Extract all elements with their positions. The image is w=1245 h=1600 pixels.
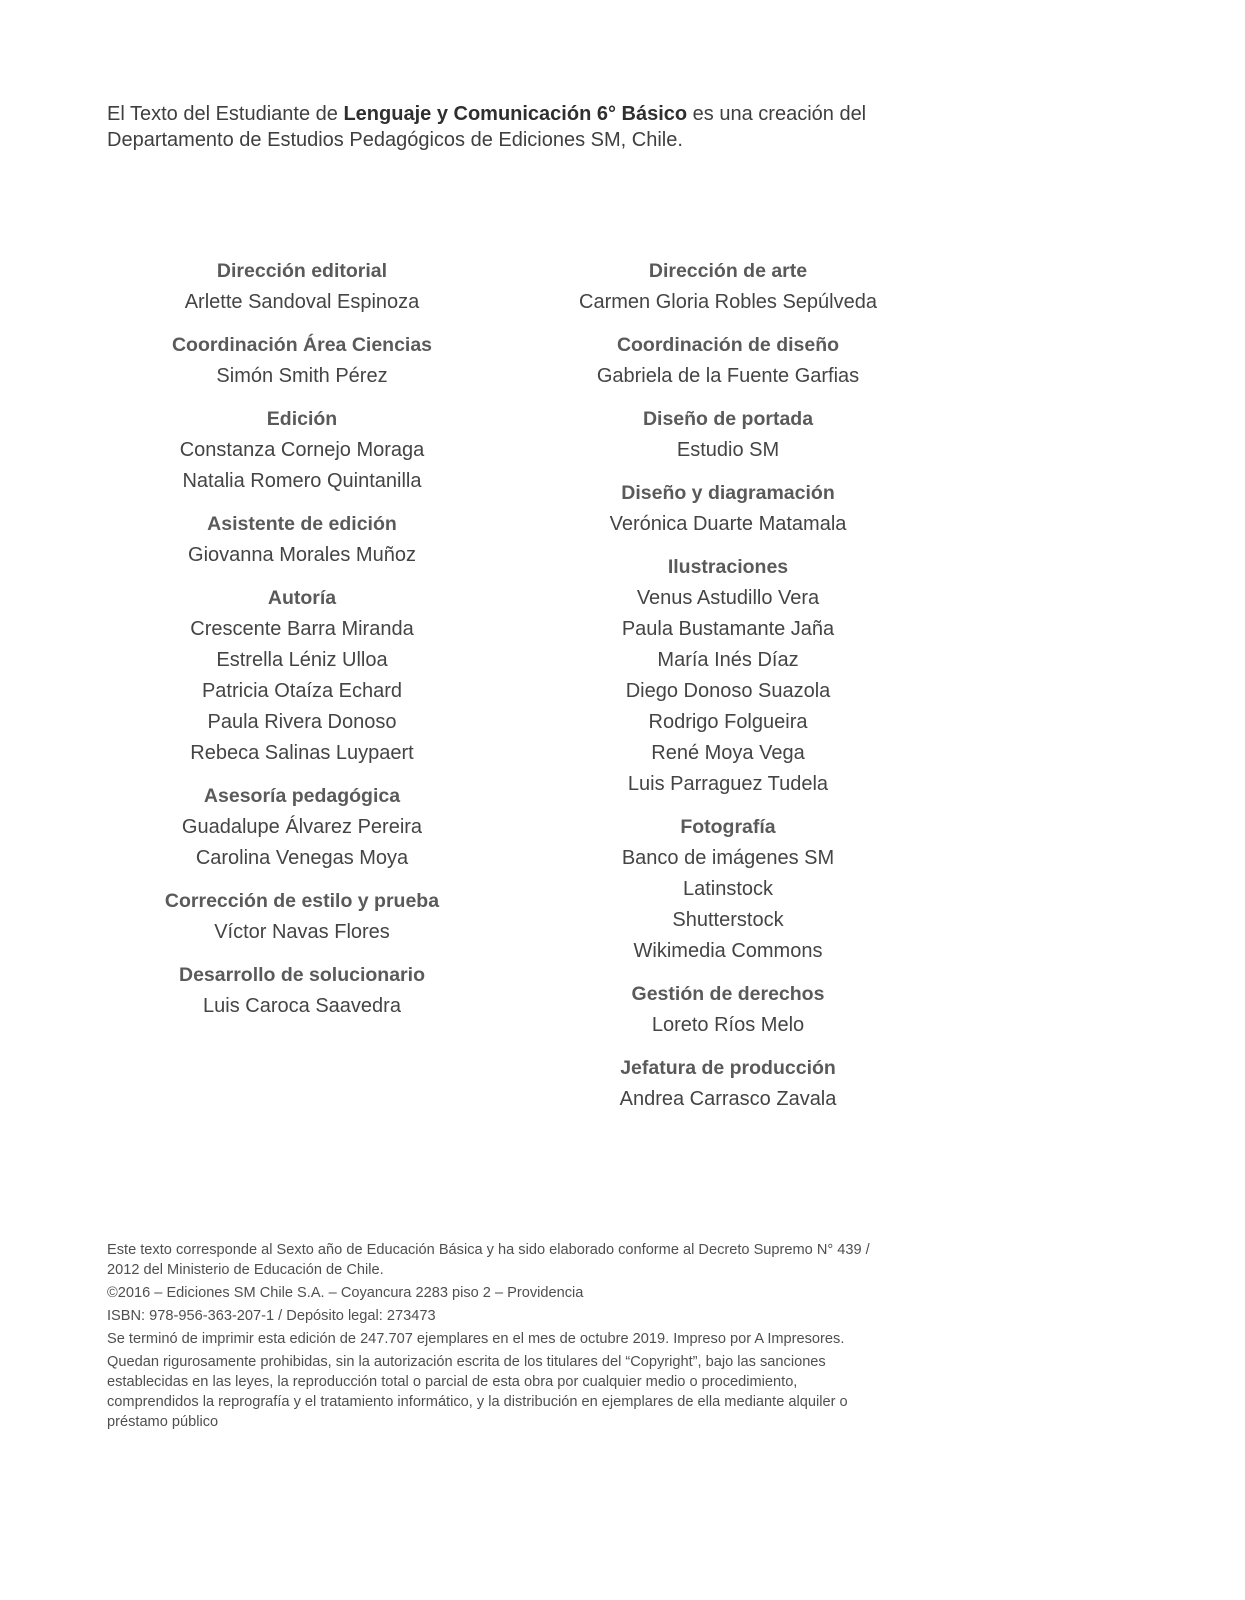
credit-role: Dirección editorial <box>216 260 388 282</box>
legal-notice <box>107 1240 877 1435</box>
credit-name: Luis Caroca Saavedra <box>203 995 401 1017</box>
credit-section <box>578 256 878 318</box>
credit-name: Banco de imágenes SM <box>621 847 835 869</box>
credit-name: Guadalupe Álvarez Pereira <box>181 816 423 838</box>
credit-name: Giovanna Morales Muñoz <box>188 544 416 566</box>
credit-name: Natalia Romero Quintanilla <box>182 470 422 492</box>
credit-role: Coordinación Área Ciencias <box>171 334 433 356</box>
credit-name: Carmen Gloria Robles Sepúlveda <box>579 291 877 313</box>
credit-name: Constanza Cornejo Moraga <box>179 439 425 461</box>
credit-role: Coordinación de diseño <box>616 334 840 356</box>
credit-name: Crescente Barra Miranda <box>190 618 414 640</box>
credit-section <box>578 812 878 967</box>
credit-role: Asesoría pedagógica <box>203 785 401 807</box>
credit-name: Latinstock <box>682 878 774 900</box>
credit-name: Paula Rivera Donoso <box>207 711 397 733</box>
credits-right-column <box>578 256 878 1127</box>
credit-name: Estrella Léniz Ulloa <box>216 649 388 671</box>
legal-line: ©2016 – Ediciones SM Chile S.A. – Coyancura 2283 piso 2 – Providencia <box>107 1285 584 1301</box>
credit-section <box>152 330 452 392</box>
credit-section <box>152 960 452 1022</box>
credit-name: Diego Donoso Suazola <box>625 680 831 702</box>
book-title: Lenguaje y Comunicación 6° Básico <box>343 103 688 125</box>
credit-name: Shutterstock <box>672 909 784 931</box>
credit-name: María Inés Díaz <box>657 649 799 671</box>
credit-name: Rodrigo Folgueira <box>648 711 808 733</box>
credit-role: Jefatura de producción <box>620 1057 836 1079</box>
credit-name: Wikimedia Commons <box>633 940 823 962</box>
credit-role: Fotografía <box>680 816 776 838</box>
legal-line: Este texto corresponde al Sexto año de Educación Básica y ha sido elaborado conforme al Decreto Supremo N° 439 / 2012 del Ministerio de Educación de Chile. <box>107 1242 870 1278</box>
credit-section <box>152 256 452 318</box>
credit-name: Arlette Sandoval Espinoza <box>184 291 420 313</box>
credit-section <box>152 583 452 769</box>
credit-name: Gabriela de la Fuente Garfias <box>596 365 860 387</box>
credit-section <box>578 1053 878 1115</box>
credit-section <box>578 478 878 540</box>
credit-section <box>152 886 452 948</box>
credit-role: Asistente de edición <box>207 513 397 535</box>
credit-name: Víctor Navas Flores <box>214 921 390 943</box>
credit-role: Autoría <box>267 587 337 609</box>
credit-role: Corrección de estilo y prueba <box>164 890 440 912</box>
credit-section <box>152 781 452 874</box>
intro-prefix: El Texto del Estudiante de <box>107 103 344 125</box>
credit-section <box>578 404 878 466</box>
credit-role: Edición <box>266 408 338 430</box>
credit-name: Rebeca Salinas Luypaert <box>190 742 414 764</box>
credit-section <box>578 552 878 800</box>
credit-name: Venus Astudillo Vera <box>636 587 820 609</box>
legal-line: Se terminó de imprimir esta edición de 247.707 ejemplares en el mes de octubre 2019. Impreso por A Impresores. <box>107 1331 845 1347</box>
credit-role: Desarrollo de solucionario <box>179 964 425 986</box>
credit-name: Carolina Venegas Moya <box>195 847 409 869</box>
credit-name: Paula Bustamante Jaña <box>621 618 835 640</box>
credit-section <box>152 404 452 497</box>
credit-role: Gestión de derechos <box>631 983 825 1005</box>
credit-name: Luis Parraguez Tudela <box>627 773 829 795</box>
credit-role: Dirección de arte <box>648 260 808 282</box>
intro-paragraph <box>107 101 867 153</box>
credit-name: Patricia Otaíza Echard <box>201 680 403 702</box>
credit-role: Diseño de portada <box>642 408 814 430</box>
credit-name: Verónica Duarte Matamala <box>609 513 847 535</box>
credit-name: Simón Smith Pérez <box>216 365 388 387</box>
credit-role: Ilustraciones <box>667 556 789 578</box>
intro-suffix: es una creación del Departamento de Estudios Pedagógicos de Ediciones SM, Chile. <box>107 103 867 151</box>
credit-section <box>578 979 878 1041</box>
credits-left-column <box>152 256 452 1034</box>
credit-name: Estudio SM <box>676 439 780 461</box>
credit-name: René Moya Vega <box>651 742 805 764</box>
credit-name: Andrea Carrasco Zavala <box>619 1088 837 1110</box>
legal-line: ISBN: 978-956-363-207-1 / Depósito legal: 273473 <box>107 1308 436 1324</box>
credit-section <box>152 509 452 571</box>
legal-line: Quedan rigurosamente prohibidas, sin la autorización escrita de los titulares del “Copyright”, bajo las sanciones establecidas en las leyes, la reproducción total o parcial de esta obra por cualquier medio o procedimiento, comprendidos la reprografía y el tratamiento informático, y la distribución en ejemplares de ella mediante alquiler o préstamo público <box>107 1354 848 1430</box>
credit-section <box>578 330 878 392</box>
credit-name: Loreto Ríos Melo <box>651 1014 805 1036</box>
credit-role: Diseño y diagramación <box>621 482 835 504</box>
